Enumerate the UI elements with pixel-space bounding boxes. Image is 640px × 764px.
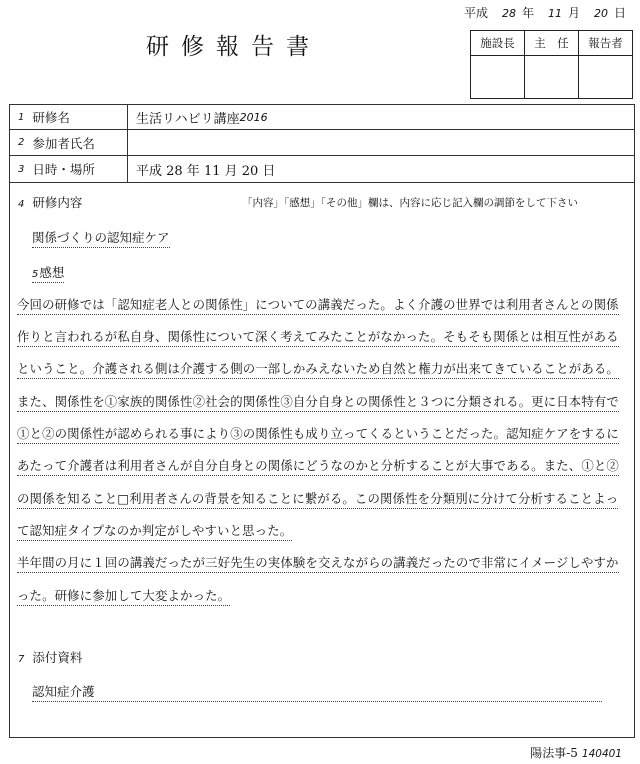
impression-line	[17, 359, 619, 377]
section-content-heading	[18, 193, 82, 211]
stamp-box-reporter[interactable]	[579, 56, 633, 99]
datetime-value[interactable]	[136, 156, 275, 182]
training-name-year: 2016	[239, 110, 268, 124]
date-era: 平成	[463, 6, 488, 20]
field-number: 1	[18, 111, 25, 123]
impression-line-text: ①と②の関係性が認められる事により③の関係性も成り立ってくるということだった。認知症ケアをするに	[17, 426, 619, 444]
field-label-text: 研修名	[32, 110, 70, 125]
training-name-value[interactable]	[136, 105, 268, 129]
training-name-text: 生活リハビリ講座	[136, 111, 240, 127]
field-label-text: 日時・場所	[32, 162, 95, 177]
date-month-unit: 月	[567, 6, 580, 20]
impression-line-text: 作りと言われるが私自身、関係性について深く考えてみたことがなかった。そもそも関係とは相互性がある	[17, 329, 619, 347]
form-code-number: 140401	[581, 748, 622, 760]
impression-line	[17, 295, 619, 313]
content-title: 関係づくりの認知症ケア	[32, 228, 170, 248]
impression-line-text: て認知症タイプなのか判定がしやすいと思った。	[17, 523, 292, 541]
field-label-datetime	[10, 156, 128, 182]
section-label: 研修内容	[32, 195, 83, 210]
impression-line-text: った。研修に参加して大変よかった。	[17, 588, 230, 606]
attachment-item[interactable]: 認知症介護	[32, 682, 602, 702]
section-number: 5	[32, 269, 39, 280]
field-row-participant	[10, 130, 634, 156]
impression-line-text: の関係を知ること□利用者さんの背景を知ることに繋がる。この関係性を分類別に分けて分析することよっ	[17, 491, 618, 509]
field-number: 3	[18, 163, 25, 175]
attachments-heading	[18, 648, 82, 666]
report-form	[9, 104, 635, 738]
impression-line	[17, 327, 619, 345]
field-number: 2	[18, 137, 25, 148]
date-day-unit: 日	[613, 6, 626, 20]
field-row-training-name	[10, 105, 634, 130]
stamp-box-chief[interactable]	[525, 56, 579, 99]
stamp-box-director[interactable]	[471, 56, 525, 99]
impression-line	[17, 456, 619, 474]
page-title: 研修報告書	[146, 34, 321, 60]
impression-line	[17, 521, 292, 539]
field-label-text: 参加者氏名	[32, 135, 95, 151]
impression-line	[17, 392, 619, 410]
impression-line	[17, 553, 619, 571]
form-code	[530, 744, 622, 761]
date-year-unit: 年	[521, 6, 534, 20]
field-row-datetime	[10, 156, 634, 183]
impression-line-text: また、関係性を①家族的関係性②社会的関係性③自分自身との関係性と３つに分類される。更に日本特有で	[17, 394, 619, 412]
impression-line-text: 今回の研修では「認知症老人との関係性」についての講義だった。よく介護の世界では利用者さんとの関係	[17, 297, 619, 315]
section-label: 感想	[39, 265, 65, 280]
field-label-training-name	[10, 105, 128, 129]
section-number: 7	[18, 654, 25, 665]
date-month: 11	[547, 7, 562, 20]
impression-line	[17, 586, 230, 604]
date-year: 28	[501, 7, 516, 20]
impression-line	[17, 424, 619, 442]
stamp-header-reporter: 報告者	[579, 31, 633, 56]
section-number: 4	[18, 199, 25, 210]
section-label: 添付資料	[32, 650, 83, 665]
impressions-heading	[32, 263, 64, 283]
report-date	[460, 4, 626, 21]
date-day: 20	[593, 7, 608, 20]
approval-stamp-table	[470, 30, 633, 99]
impression-line-text: ということ。介護される側は介護する側の一部しかみえないため自然と権力が出来てきていることがある。	[17, 361, 619, 379]
field-label-participant	[10, 130, 128, 155]
impression-line-text: 半年間の月に１回の講義だったが三好先生の実体験を交えながらの講義だったので非常にイメージしやすか	[17, 555, 619, 573]
impression-line-text: あたって介護者は利用者さんが自分自身との関係にどうなのかと分析することが大事である。また、①と②	[17, 458, 619, 476]
impression-line	[17, 489, 618, 507]
datetime-text: 平成 28 年 11 月 20 日	[136, 163, 276, 179]
instruction-note: 「内容」「感想」「その他」欄は、内容に応じ記入欄の調節をして下さい	[242, 197, 578, 209]
stamp-header-chief: 主 任	[525, 31, 579, 56]
stamp-header-director: 施設長	[471, 31, 525, 56]
form-code-text: 陽法事-5	[530, 746, 578, 760]
